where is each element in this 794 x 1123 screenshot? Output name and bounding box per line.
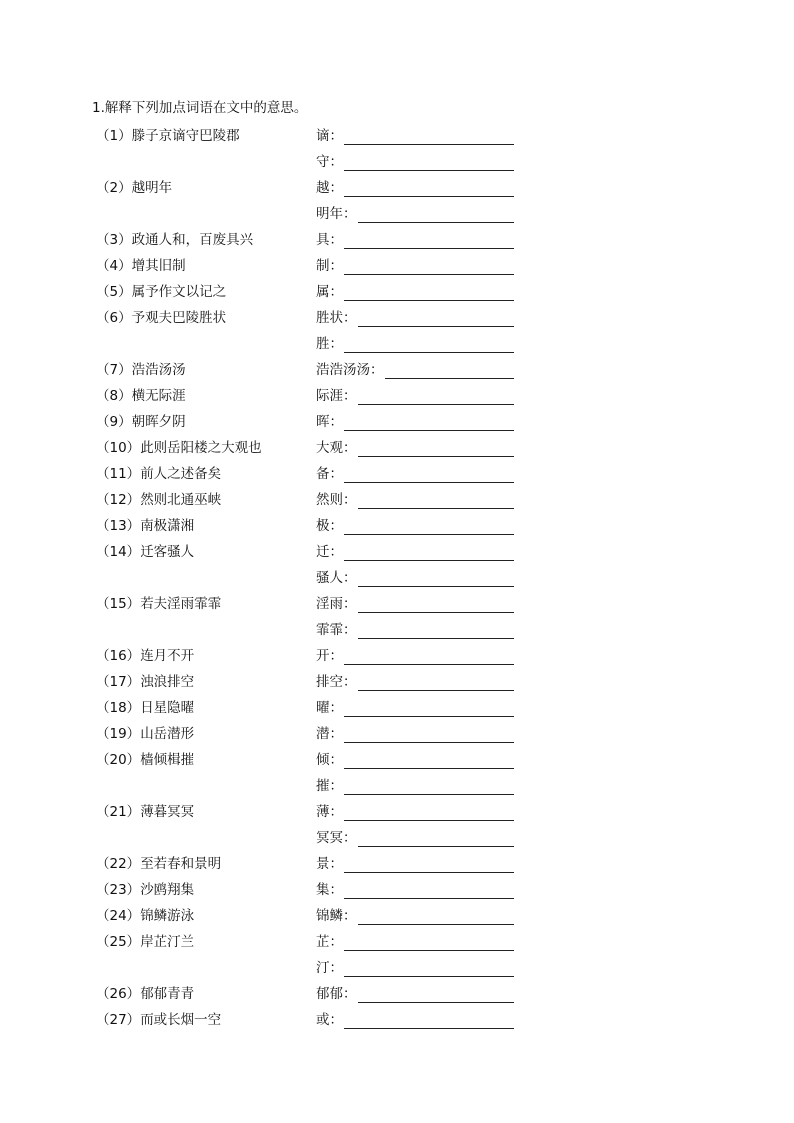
item-phrase: 郁郁青青	[140, 986, 195, 1002]
question-item	[96, 439, 262, 457]
item-phrase: 连月不开	[140, 648, 195, 664]
item-number: （12）	[96, 492, 141, 508]
item-number: （20）	[96, 752, 141, 768]
answer-blank-line[interactable]	[344, 702, 514, 717]
answer-blank-line[interactable]	[344, 546, 514, 561]
question-row	[96, 124, 536, 150]
question-row	[96, 332, 536, 358]
question-item	[96, 517, 194, 535]
question-row	[96, 826, 536, 852]
item-number: （21）	[96, 804, 141, 820]
item-phrase: 至若春和景明	[140, 856, 222, 872]
answer-blank-line[interactable]	[344, 858, 514, 873]
item-phrase: 增其旧制	[131, 258, 186, 274]
answer-slot	[316, 413, 514, 431]
item-phrase: 锦鳞游泳	[140, 908, 195, 924]
answer-blank-line[interactable]	[358, 624, 515, 639]
answer-slot	[316, 465, 514, 483]
question-item	[96, 907, 194, 925]
item-number: （1）	[96, 128, 132, 144]
answer-blank-line[interactable]	[344, 728, 514, 743]
question-row	[96, 410, 536, 436]
question-row	[96, 358, 536, 384]
answer-slot	[316, 907, 514, 925]
item-number: （8）	[96, 388, 132, 404]
answer-blank-line[interactable]	[344, 234, 514, 249]
target-word-label: 锦鳞：	[316, 908, 357, 924]
answer-slot	[316, 361, 514, 379]
target-word-label: 汀：	[316, 960, 343, 976]
item-phrase: 迁客骚人	[140, 544, 195, 560]
question-row	[96, 202, 536, 228]
question-row	[96, 982, 536, 1008]
question-row	[96, 800, 536, 826]
target-word-label: 集：	[316, 882, 343, 898]
answer-blank-line[interactable]	[344, 156, 514, 171]
item-number: （2）	[96, 180, 132, 196]
item-phrase: 此则岳阳楼之大观也	[140, 440, 262, 456]
item-phrase: 政通人和，百废具兴	[131, 232, 254, 248]
item-number: （14）	[96, 544, 141, 560]
item-number: （13）	[96, 518, 141, 534]
answer-slot	[316, 933, 514, 951]
question-item	[96, 361, 186, 379]
item-number: （26）	[96, 986, 141, 1002]
answer-slot	[316, 673, 514, 691]
question-row	[96, 644, 536, 670]
question-item	[96, 179, 172, 197]
item-number: （9）	[96, 414, 132, 430]
answer-slot	[316, 881, 514, 899]
question-item	[96, 751, 194, 769]
item-phrase: 属予作文以记之	[131, 284, 227, 300]
answer-slot	[316, 829, 514, 847]
target-word-label: 潜：	[316, 726, 343, 742]
question-item	[96, 127, 240, 145]
item-phrase: 薄暮冥冥	[140, 804, 195, 820]
question-row	[96, 774, 536, 800]
question-item	[96, 309, 226, 327]
target-word-label: 守：	[316, 154, 343, 170]
item-phrase: 樯倾楫摧	[140, 752, 195, 768]
item-phrase: 而或长烟一空	[140, 1012, 222, 1028]
answer-blank-line[interactable]	[344, 754, 514, 769]
item-phrase: 滕子京谪守巴陵郡	[131, 128, 240, 144]
answer-blank-line[interactable]	[385, 364, 515, 379]
question-row	[96, 592, 536, 618]
answer-slot	[316, 1011, 514, 1029]
item-phrase: 岸芷汀兰	[140, 934, 195, 950]
item-number: （4）	[96, 258, 132, 274]
target-word-label: 摧：	[316, 778, 343, 794]
target-word-label: 郁郁：	[316, 986, 357, 1002]
answer-slot	[316, 439, 514, 457]
target-word-label: 制：	[316, 258, 343, 274]
target-word-label: 薄：	[316, 804, 343, 820]
answer-slot	[316, 335, 514, 353]
answer-blank-line[interactable]	[344, 780, 514, 795]
question-item	[96, 1011, 221, 1029]
question-title: 1.解释下列加点词语在文中的意思。	[92, 100, 308, 116]
answer-blank-line[interactable]	[358, 390, 515, 405]
answer-blank-line[interactable]	[344, 182, 514, 197]
answer-slot	[316, 205, 514, 223]
item-number: （15）	[96, 596, 141, 612]
item-number: （16）	[96, 648, 141, 664]
item-number: （27）	[96, 1012, 141, 1028]
target-word-label: 具：	[316, 232, 343, 248]
answer-blank-line[interactable]	[344, 884, 514, 899]
target-word-label: 迁：	[316, 544, 343, 560]
question-item	[96, 673, 194, 691]
question-row	[96, 696, 536, 722]
answer-slot	[316, 985, 514, 1003]
target-word-label: 胜状：	[316, 310, 357, 326]
target-word-label: 霏霏：	[316, 622, 357, 638]
question-item	[96, 803, 194, 821]
target-word-label: 胜：	[316, 336, 343, 352]
target-word-label: 倾：	[316, 752, 343, 768]
target-word-label: 谪：	[316, 128, 343, 144]
item-number: （11）	[96, 466, 141, 482]
question-row	[96, 488, 536, 514]
item-phrase: 朝晖夕阴	[131, 414, 186, 430]
item-number: （24）	[96, 908, 141, 924]
answer-blank-line[interactable]	[344, 1014, 514, 1029]
answer-slot	[316, 647, 514, 665]
question-row	[96, 280, 536, 306]
target-word-label: 或：	[316, 1012, 343, 1028]
item-phrase: 山岳潜形	[140, 726, 195, 742]
question-row	[96, 150, 536, 176]
target-word-label: 排空：	[316, 674, 357, 690]
answer-slot	[316, 127, 514, 145]
question-row	[96, 670, 536, 696]
item-number: （22）	[96, 856, 141, 872]
item-phrase: 日星隐曜	[140, 700, 195, 716]
answer-blank-line[interactable]	[344, 130, 514, 145]
target-word-label: 曜：	[316, 700, 343, 716]
answer-slot	[316, 699, 514, 717]
item-phrase: 南极潇湘	[140, 518, 195, 534]
answer-blank-line[interactable]	[344, 338, 514, 353]
answer-blank-line[interactable]	[344, 286, 514, 301]
target-word-label: 备：	[316, 466, 343, 482]
answer-blank-line[interactable]	[358, 832, 515, 847]
target-word-label: 际涯：	[316, 388, 357, 404]
question-row	[96, 904, 536, 930]
item-phrase: 然则北通巫峡	[140, 492, 222, 508]
target-word-label: 骚人：	[316, 570, 357, 586]
item-phrase: 予观夫巴陵胜状	[131, 310, 227, 326]
question-row	[96, 514, 536, 540]
target-word-label: 冥冥：	[316, 830, 357, 846]
answer-blank-line[interactable]	[344, 962, 514, 977]
item-phrase: 前人之述备矣	[140, 466, 222, 482]
question-row	[96, 176, 536, 202]
question-item	[96, 283, 226, 301]
answer-slot	[316, 231, 514, 249]
question-item	[96, 491, 221, 509]
answer-slot	[316, 959, 514, 977]
question-row	[96, 436, 536, 462]
question-item	[96, 543, 194, 561]
answer-slot	[316, 855, 514, 873]
answer-blank-line[interactable]	[344, 416, 514, 431]
answer-blank-line[interactable]	[358, 494, 515, 509]
question-item	[96, 647, 194, 665]
target-word-label: 浩浩汤汤：	[316, 362, 384, 378]
item-phrase: 浩浩汤汤	[131, 362, 186, 378]
question-item	[96, 699, 194, 717]
answer-slot	[316, 751, 514, 769]
answer-blank-line[interactable]	[358, 598, 515, 613]
question-item	[96, 855, 221, 873]
target-word-label: 明年：	[316, 206, 357, 222]
answer-slot	[316, 283, 514, 301]
question-row	[96, 722, 536, 748]
answer-blank-line[interactable]	[358, 208, 515, 223]
target-word-label: 然则：	[316, 492, 357, 508]
answer-slot	[316, 569, 514, 587]
question-item	[96, 985, 194, 1003]
answer-blank-line[interactable]	[344, 650, 514, 665]
question-item	[96, 413, 186, 431]
question-row	[96, 930, 536, 956]
question-row	[96, 306, 536, 332]
answer-slot	[316, 595, 514, 613]
answer-slot	[316, 621, 514, 639]
question-item	[96, 881, 194, 899]
answer-blank-line[interactable]	[358, 572, 515, 587]
answer-slot	[316, 517, 514, 535]
answer-blank-line[interactable]	[358, 442, 515, 457]
answer-blank-line[interactable]	[344, 468, 514, 483]
question-item	[96, 257, 186, 275]
target-word-label: 晖：	[316, 414, 343, 430]
answer-blank-line[interactable]	[344, 520, 514, 535]
item-phrase: 横无际涯	[131, 388, 186, 404]
question-row	[96, 228, 536, 254]
target-word-label: 极：	[316, 518, 343, 534]
target-word-label: 大观：	[316, 440, 357, 456]
answer-blank-line[interactable]	[358, 988, 515, 1003]
target-word-label: 淫雨：	[316, 596, 357, 612]
answer-slot	[316, 725, 514, 743]
question-row	[96, 956, 536, 982]
target-word-label: 芷：	[316, 934, 343, 950]
question-row	[96, 540, 536, 566]
item-phrase: 若夫淫雨霏霏	[140, 596, 222, 612]
answer-blank-line[interactable]	[358, 676, 515, 691]
item-number: （7）	[96, 362, 132, 378]
answer-slot	[316, 777, 514, 795]
answer-slot	[316, 491, 514, 509]
answer-slot	[316, 543, 514, 561]
question-item	[96, 725, 194, 743]
item-phrase: 沙鸥翔集	[140, 882, 195, 898]
question-row	[96, 748, 536, 774]
target-word-label: 越：	[316, 180, 343, 196]
question-row	[96, 462, 536, 488]
question-row	[96, 254, 536, 280]
answer-blank-line[interactable]	[344, 936, 514, 951]
answer-blank-line[interactable]	[344, 260, 514, 275]
target-word-label: 开：	[316, 648, 343, 664]
answer-slot	[316, 179, 514, 197]
item-number: （6）	[96, 310, 132, 326]
item-number: （5）	[96, 284, 132, 300]
item-number: （18）	[96, 700, 141, 716]
question-row	[96, 852, 536, 878]
target-word-label: 属：	[316, 284, 343, 300]
question-row	[96, 384, 536, 410]
item-number: （10）	[96, 440, 141, 456]
answer-slot	[316, 309, 514, 327]
item-number: （25）	[96, 934, 141, 950]
answer-slot	[316, 387, 514, 405]
answer-blank-line[interactable]	[344, 806, 514, 821]
answer-blank-line[interactable]	[358, 312, 515, 327]
answer-slot	[316, 153, 514, 171]
item-phrase: 越明年	[131, 180, 173, 196]
question-row	[96, 878, 536, 904]
question-item	[96, 231, 253, 249]
answer-slot	[316, 803, 514, 821]
question-item	[96, 933, 194, 951]
question-item	[96, 595, 221, 613]
item-number: （19）	[96, 726, 141, 742]
answer-slot	[316, 257, 514, 275]
target-word-label: 景：	[316, 856, 343, 872]
answer-blank-line[interactable]	[358, 910, 515, 925]
question-list	[96, 124, 536, 1034]
item-number: （23）	[96, 882, 141, 898]
question-row	[96, 566, 536, 592]
item-number: （3）	[96, 232, 132, 248]
question-row	[96, 618, 536, 644]
question-item	[96, 387, 186, 405]
question-item	[96, 465, 221, 483]
item-number: （17）	[96, 674, 141, 690]
question-row	[96, 1008, 536, 1034]
item-phrase: 浊浪排空	[140, 674, 195, 690]
